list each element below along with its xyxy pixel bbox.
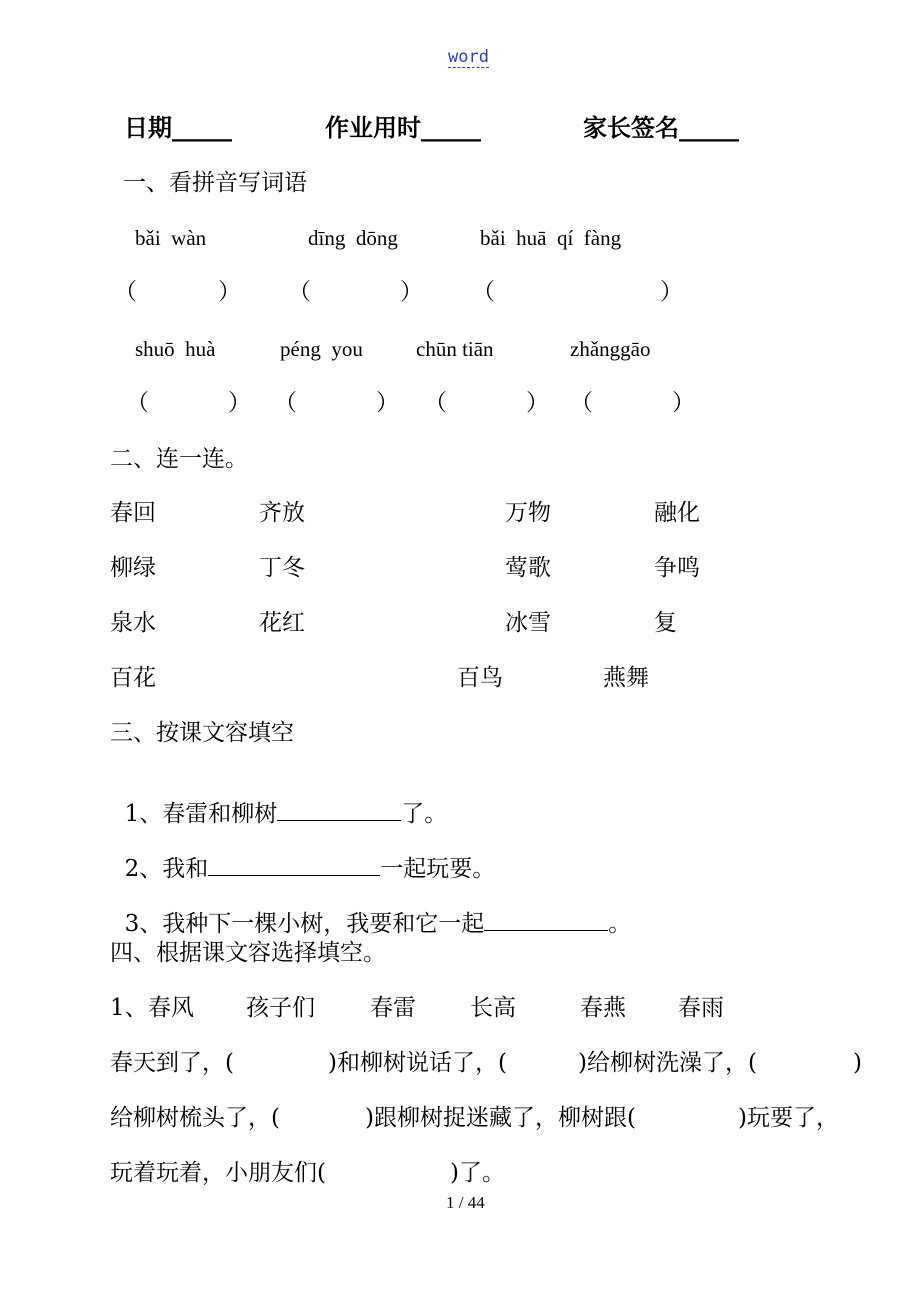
choice-word: 孩子们 (246, 995, 315, 1021)
answer-paren-close: ） (376, 390, 399, 416)
answer-paren-close: ） (672, 390, 695, 416)
match-word: 百花 (110, 665, 156, 691)
parent-signature-field: 家长签名_____ (583, 113, 739, 142)
choice-word: 春风 (148, 995, 194, 1021)
match-word: 复 (654, 610, 677, 636)
answer-paren-open: （ (114, 279, 137, 305)
answer-paren-close: ） (400, 279, 423, 305)
pinyin-item: shuō huà (135, 337, 216, 361)
choice-word: 春雷 (370, 995, 416, 1021)
question-text: 1、春雷和柳树 (124, 801, 278, 827)
section-1-title: 一、看拼音写词语 (123, 170, 307, 196)
answer-paren-open: （ (288, 279, 311, 305)
answer-paren-open: （ (570, 390, 593, 416)
passage-text: )给柳树洗澡了，( (578, 1050, 757, 1076)
passage-text: )跟柳树捉迷藏了，柳树跟( (365, 1105, 636, 1131)
match-word: 花红 (259, 610, 305, 636)
answer-paren-open: （ (424, 390, 447, 416)
answer-paren-open: （ (274, 390, 297, 416)
time-field: 作业用时_____ (325, 113, 481, 142)
pinyin-item: zhǎnggāo (570, 337, 651, 361)
answer-blank[interactable] (208, 855, 380, 876)
answer-blank[interactable] (277, 800, 401, 821)
match-word: 泉水 (110, 610, 156, 636)
choice-word: 春雨 (678, 995, 724, 1021)
choice-word: 春燕 (580, 995, 626, 1021)
passage-text: )和柳树说话了，( (328, 1050, 507, 1076)
answer-paren-close: ） (228, 390, 251, 416)
answer-paren-close: ） (218, 279, 241, 305)
answer-paren-open: （ (126, 390, 149, 416)
question-text: 3、我种下一棵小树，我要和它一起 (124, 911, 485, 937)
passage-text: )玩要了， (738, 1105, 839, 1131)
passage-text: )了。 (450, 1160, 505, 1186)
match-word: 春回 (110, 500, 156, 526)
fill-question-2 (110, 832, 495, 881)
match-word: 燕舞 (603, 665, 649, 691)
question-text: 了。 (401, 801, 448, 827)
section-2-title: 二、连一连。 (110, 446, 248, 472)
pinyin-item: bǎi huā qí fàng (480, 226, 622, 250)
header-word-link[interactable]: word (448, 47, 489, 67)
answer-paren-close: ） (660, 279, 683, 305)
question-text: 一起玩要。 (380, 856, 496, 882)
passage-text: 春天到了，( (110, 1050, 234, 1076)
choices-number: 1、 (110, 995, 148, 1021)
section-4-title: 四、根据课文容选择填空。 (110, 940, 386, 966)
match-word: 齐放 (259, 500, 305, 526)
answer-paren-close: ） (526, 390, 549, 416)
passage-text: 给柳树梳头了，( (110, 1105, 280, 1131)
date-field: 日期_____ (124, 113, 232, 142)
question-text: 。 (608, 911, 632, 937)
passage-text: ) (853, 1050, 862, 1076)
match-word: 百鸟 (457, 665, 503, 691)
passage-text: 玩着玩着，小朋友们( (110, 1160, 326, 1186)
match-word: 冰雪 (505, 610, 551, 636)
match-word: 融化 (654, 500, 700, 526)
section-3-title: 三、按课文容填空 (110, 720, 294, 746)
answer-blank[interactable] (484, 910, 608, 931)
choice-word: 长高 (470, 995, 516, 1021)
match-word: 柳绿 (110, 555, 156, 581)
pinyin-item: péng you (280, 337, 363, 361)
match-word: 莺歌 (505, 555, 551, 581)
match-word: 万物 (505, 500, 551, 526)
pinyin-item: chūn tiān (416, 337, 494, 361)
answer-paren-open: （ (472, 279, 495, 305)
fill-question-3 (110, 887, 631, 936)
match-word: 丁冬 (259, 555, 305, 581)
pinyin-item: dīng dōng (308, 226, 398, 250)
match-word: 争鸣 (654, 555, 700, 581)
pinyin-item: bǎi wàn (135, 226, 207, 250)
fill-question-1 (110, 777, 447, 826)
page-number: 1 / 44 (446, 1193, 485, 1212)
question-text: 2、我和 (124, 856, 209, 882)
